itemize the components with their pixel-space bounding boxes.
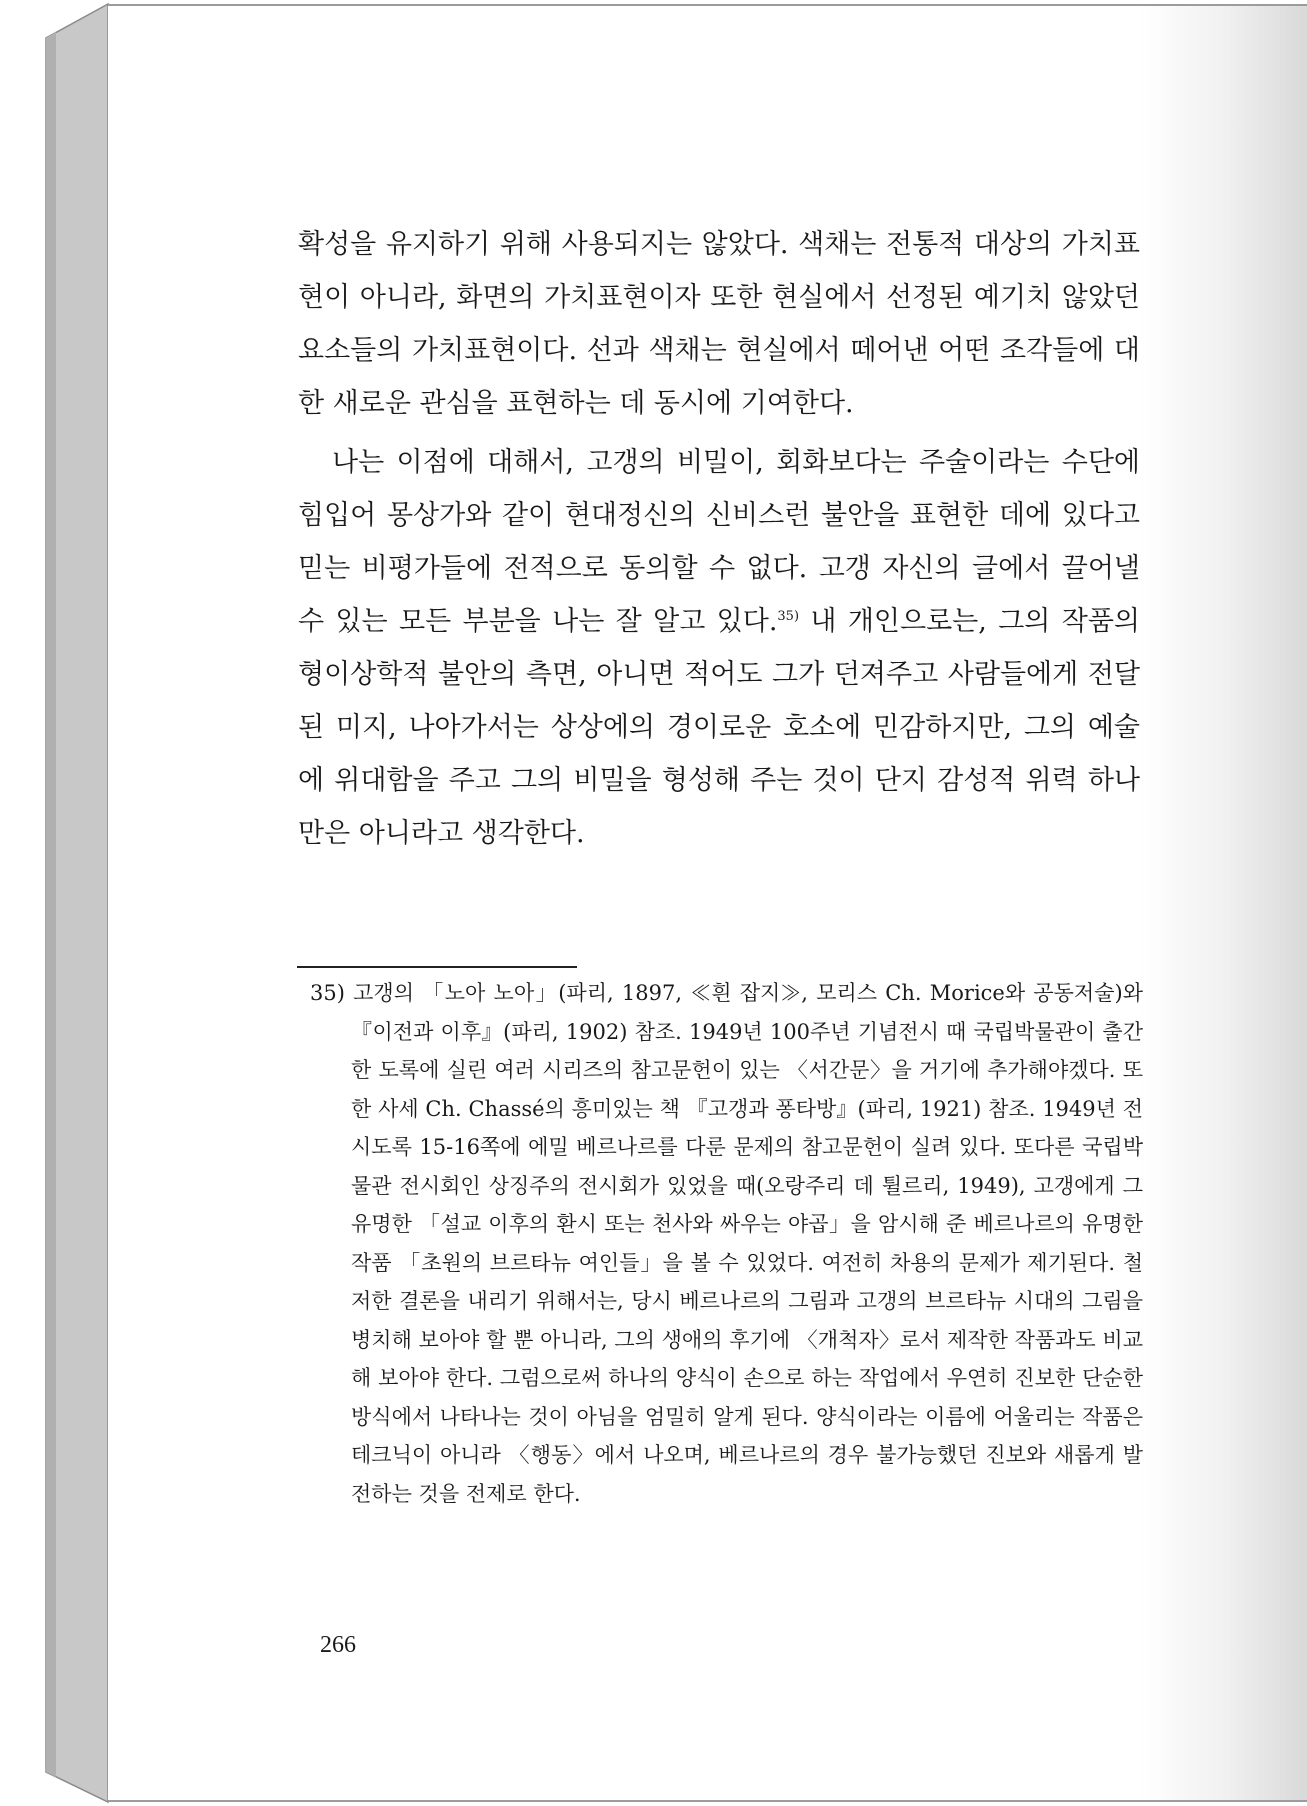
- footnote-reference: 35): [777, 609, 800, 624]
- paragraph-1: 확성을 유지하기 위해 사용되지는 않았다. 색채는 전통적 대상의 가치표현이 아니라, 화면의 가치표현이자 또한 현실에서 선정된 예기치 않았던 요소들의 가치표현이다. 선과 색채는 현실에서 떼어낸 어떤 조각들에 대한 새로운 관심을 표현하는 데 동시에 기여한다.: [298, 229, 1140, 419]
- book-spine: [0, 0, 112, 1806]
- paragraph-2-before: 나는 이점에 대해서, 고갱의 비밀이, 회화보다는 주술이라는 수단에 힘입어 몽상가와 같이 현대정신의 신비스런 불안을 표현한 데에 있다고 믿는 비평가들에 전적으로 동의할 수 없다. 고갱 자신의 글에서 끌어낼 수 있는 모든 부분을 나는 잘 알고 있다.: [298, 447, 1140, 637]
- paragraph-2: [298, 436, 1140, 860]
- spine-shadow: [46, 32, 56, 1777]
- body-text: [298, 218, 1140, 860]
- footnote-divider: [297, 966, 577, 968]
- footnote-number: 35): [310, 981, 345, 1005]
- paragraph-2-after: 내 개인으로는, 그의 작품의 형이상학적 불안의 측면, 아니면 적어도 그가 던져주고 사람들에게 전달된 미지, 나아가서는 상상에의 경이로운 호소에 민감하지만, 그의 예술에 위대함을 주고 그의 비밀을 형성해 주는 것이 단지 감성적 위력 하나만은 아니라고 생각한다.: [298, 606, 1140, 849]
- footnote-text: 고갱의 「노아 노아」(파리, 1897, ≪흰 잡지≫, 모리스 Ch. Morice와 공동저술)와 『이전과 이후』(파리, 1902) 참조. 1949년 100주년 기념전시 때 국립박물관이 출간한 도록에 실린 여러 시리즈의 참고문헌이 있는 〈서간문〉을 거기에 추가해야겠다. 또한 사세 Ch. Chassé의 흥미있는 책 『고갱과 퐁타방』(파리, 1921) 참조. 1949년 전시도록 15-16쪽에 에밀 베르나르를 다룬 문제의 참고문헌이 실려 있다. 또다른 국립박물관 전시회인 상징주의 전시회가 있었을 때(오랑주리 데 튈르리, 1949), 고갱에게 그 유명한 「설교 이후의 환시 또는 천사와 싸우는 야곱」을 암시해 준 베르나르의 유명한 작품 「초원의 브르타뉴 여인들」을 볼 수 있었다. 여전히 차용의 문제가 제기된다. 철저한 결론을 내리기 위해서는, 당시 베르나르의 그림과 고갱의 브르타뉴 시대의 그림을 병치해 보아야 할 뿐 아니라, 그의 생애의 후기에 〈개척자〉로서 제작한 작품과도 비교해 보아야 한다. 그럼으로써 하나의 양식이 손으로 하는 작업에서 우연히 진보한 단순한 방식에서 나타나는 것이 아님을 엄밀히 알게 된다. 양식이라는 이름에 어울리는 작품은 테크닉이 아니라 〈행동〉에서 나오며, 베르나르의 경우 불가능했던 진보와 새롭게 발전하는 것을 전제로 한다.: [344, 981, 1143, 1506]
- footnote: [310, 974, 1143, 1513]
- page-number: 266: [320, 1632, 356, 1658]
